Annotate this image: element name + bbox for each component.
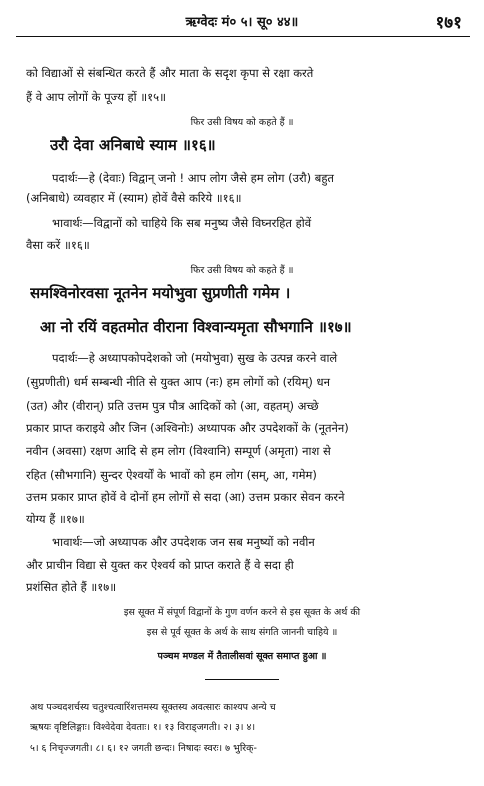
text-line: प्रशंसित होते हैं ॥१७॥ [26,580,117,594]
text-line: योग्य हैं ॥१७॥ [26,512,85,526]
text-line: रहित (सौभगानि) सुन्दर ऐश्वर्यों के भावों को हम लोग (सम्, आ, गमेम) [26,468,317,482]
text-line: और प्राचीन विद्या से युक्त कर ऐश्वर्य को प्राप्त कराते हैं वे सदा ही [26,558,294,572]
anukramani-line: ५। ६ निचृज्जगती। ८। ६। १२ जगती छन्दः। निषादः स्वरः। ७ भुरिक्- [30,743,257,754]
anukramani-line: ऋषयः वृष्टिलिङ्गाः। विश्वेदेवा देवताः। १। १३ विराड्जगती। २। ३। ४। [30,722,256,733]
page-number: १७१ [435,13,462,33]
anukramani-line: अथ पञ्चदशर्चस्य चतुश्चत्वारिंशत्तमस्य सूक्तस्य अवत्सारः काश्यप अन्ये च [30,702,276,713]
text-line: हैं वे आप लोगों के पूज्य हों ॥१५॥ [26,90,167,104]
mantra-line: आ नो रयिं वहतमोत वीराना विश्वान्यमृता सौभगानि ॥१७॥ [40,318,352,336]
running-title: ऋग्वेदः मं० ५। सू० ४४॥ [185,15,299,30]
page-header [0,10,484,34]
summary-line: इस सूक्त में संपूर्ण विद्वानों के गुण वर्णन करने से इस सूक्त के अर्थ की [123,607,361,618]
text-line: को विद्याओं से संबन्धित करते हैं और माता के सदृश कृपा से रक्षा करते [26,66,314,80]
mantra-line: समश्विनोरवसा नूतनेन मयोभुवा सुप्रणीती गमेम । [30,284,291,302]
mantra-line: उरौ देवा अनिबाधे स्याम ॥१६॥ [50,136,216,154]
section-intro: फिर उसी विषय को कहते हैं ॥ [190,265,294,276]
header-rule [16,36,470,37]
text-line: उत्तम प्रकार प्राप्त होवें वे दोनों हम लोगों से सदा (आ) उत्तम प्रकार सेवन करने [26,490,345,504]
text-line: (अनिबाधे) व्यवहार में (स्याम) होवें वैसे करिये ॥१६॥ [26,191,242,205]
text-line: (सुप्रणीती) धर्म सम्बन्धी नीति से युक्त आप (नः) हम लोगों को (रयिम्) धन [26,375,330,389]
text-line: नवीन (अवसा) रक्षण आदि से हम लोग (विश्वानि) सम्पूर्ण (अमृता) नाश से [26,444,331,458]
text-line: पदार्थः—हे अध्यापकोपदेशको जो (मयोभुवा) सुख के उत्पन्न करने वाले [52,351,338,365]
text-line: (उत) और (वीरान्) प्रति उत्तम पुत्र पौत्र आदिकों को (आ, वहतम्) अच्छे [26,399,319,413]
summary-line: इस से पूर्व सूक्त के अर्थ के साथ संगति जाननी चाहिये ॥ [146,627,338,638]
text-line: प्रकार प्राप्त कराइये और जिन (अश्विनोः) अध्यापक और उपदेशकों के (नूतनेन) [26,421,349,435]
section-divider [205,679,279,680]
text-line: भावार्थः—विद्वानों को चाहिये कि सब मनुष्य जैसे विघ्नरहित होवें [52,216,312,230]
section-intro: फिर उसी विषय को कहते हैं ॥ [190,117,294,128]
text-line: वैसा करें ॥१६॥ [26,238,90,252]
sukta-end-line: पञ्चम मण्डल में तैतालीसवां सूक्त समाप्त हुआ ॥ [157,651,327,662]
text-line: पदार्थः—हे (देवाः) विद्वान् जनो ! आप लोग जैसे हम लोग (उरौ) बहुत [52,171,334,185]
text-line: भावार्थः—जो अध्यापक और उपदेशक जन सब मनुष्यों को नवीन [52,535,315,549]
